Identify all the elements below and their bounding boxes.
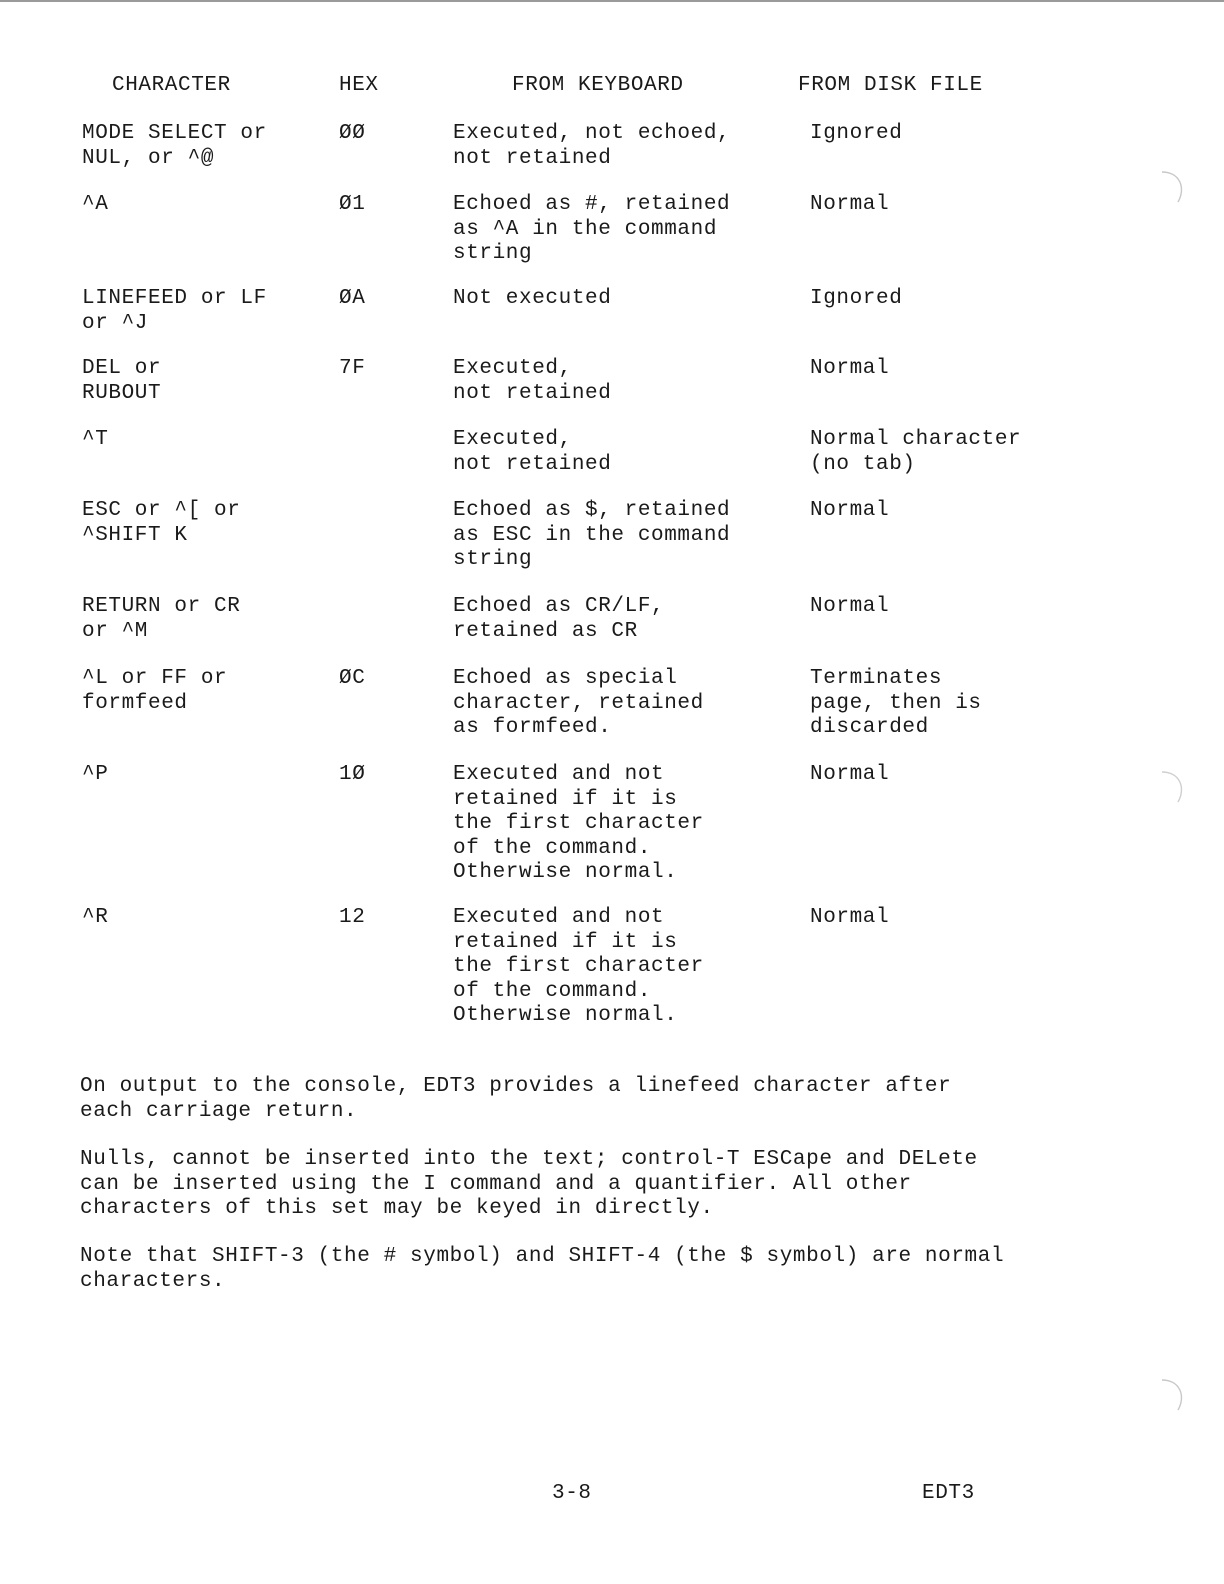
header-character: CHARACTER — [112, 74, 231, 97]
cell-from-keyboard: Echoed as #, retained as ^A in the command string — [453, 193, 731, 265]
punch-hole-mark — [1150, 1374, 1194, 1418]
cell-from-disk-file: Normal — [810, 595, 890, 618]
punch-hole-mark — [1150, 766, 1194, 810]
header-from-keyboard: FROM KEYBOARD — [512, 74, 684, 97]
document-name: EDT3 — [922, 1482, 975, 1505]
cell-hex: 7F — [339, 357, 366, 380]
cell-from-keyboard: Echoed as CR/LF, retained as CR — [453, 595, 665, 643]
cell-from-disk-file: Normal character (no tab) — [810, 428, 1022, 476]
page-top-rule — [0, 0, 1224, 2]
cell-hex: ØØ — [339, 122, 366, 145]
cell-from-keyboard: Executed and not retained if it is the first character of the command. Otherwise normal. — [453, 763, 704, 884]
cell-hex: 12 — [339, 906, 366, 929]
cell-from-disk-file: Normal — [810, 763, 890, 786]
cell-from-disk-file: Normal — [810, 193, 890, 216]
cell-from-keyboard: Not executed — [453, 287, 612, 310]
cell-from-disk-file: Normal — [810, 906, 890, 929]
cell-character: ESC or ^[ or ^SHIFT K — [82, 499, 241, 547]
cell-from-keyboard: Echoed as $, retained as ESC in the command string — [453, 499, 731, 571]
cell-character: ^L or FF or formfeed — [82, 667, 228, 715]
cell-character: DEL or RUBOUT — [82, 357, 162, 405]
punch-hole-mark — [1150, 166, 1194, 210]
page-number: 3-8 — [552, 1482, 592, 1505]
cell-character: ^T — [82, 428, 109, 451]
header-hex: HEX — [339, 74, 379, 97]
cell-character: ^P — [82, 763, 109, 786]
paragraph-nulls: Nulls, cannot be inserted into the text; control-T ESCape and DELete can be inserted using the I command and a quantifier. All other characters of this set may be keyed in directly. — [80, 1148, 978, 1220]
paragraph-shift-note: Note that SHIFT-3 (the # symbol) and SHIFT-4 (the $ symbol) are normal characters. — [80, 1245, 1005, 1293]
cell-character: LINEFEED or LF or ^J — [82, 287, 267, 335]
cell-hex: Ø1 — [339, 193, 366, 216]
cell-from-disk-file: Ignored — [810, 287, 903, 310]
cell-from-disk-file: Ignored — [810, 122, 903, 145]
cell-from-keyboard: Executed and not retained if it is the first character of the command. Otherwise normal. — [453, 906, 704, 1027]
cell-hex: ØC — [339, 667, 366, 690]
paragraph-console-output: On output to the console, EDT3 provides a linefeed character after each carriage return. — [80, 1075, 952, 1123]
cell-from-keyboard: Executed, not retained — [453, 428, 612, 476]
cell-from-disk-file: Normal — [810, 499, 890, 522]
cell-character: ^R — [82, 906, 109, 929]
cell-hex: ØA — [339, 287, 366, 310]
cell-hex: 1Ø — [339, 763, 366, 786]
cell-character: RETURN or CR or ^M — [82, 595, 241, 643]
cell-from-disk-file: Terminates page, then is discarded — [810, 667, 982, 739]
header-from-disk-file: FROM DISK FILE — [798, 74, 983, 97]
cell-from-keyboard: Executed, not echoed, not retained — [453, 122, 731, 170]
cell-from-keyboard: Echoed as special character, retained as formfeed. — [453, 667, 704, 739]
cell-character: ^A — [82, 193, 109, 216]
cell-from-keyboard: Executed, not retained — [453, 357, 612, 405]
cell-character: MODE SELECT or NUL, or ^@ — [82, 122, 267, 170]
cell-from-disk-file: Normal — [810, 357, 890, 380]
